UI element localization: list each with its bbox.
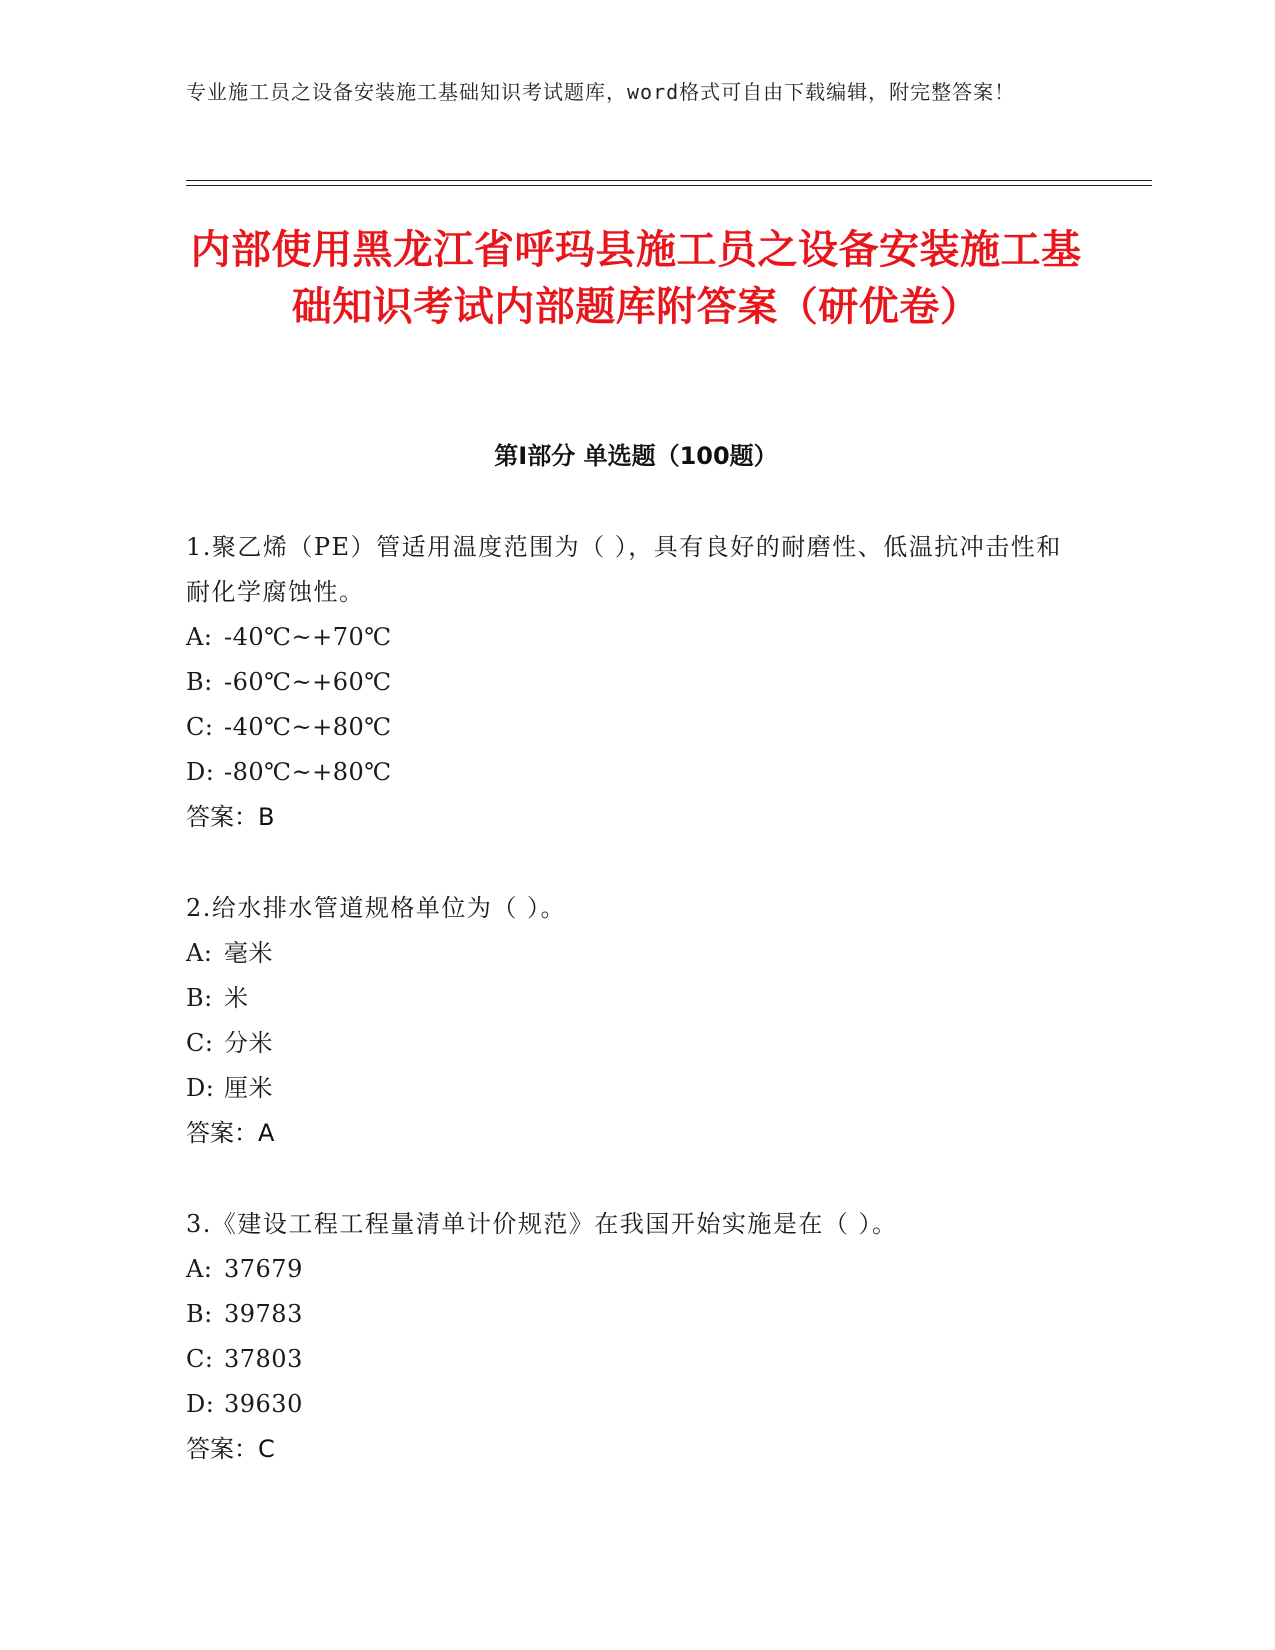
option-text: 分米 [224, 1029, 273, 1057]
option-key: B: [186, 1300, 213, 1328]
document-title: 内部使用黑龙江省呼玛县施工员之设备安装施工基础知识考试内部题库附答案（研优卷） [190, 227, 1082, 330]
question-2 [186, 886, 1086, 1156]
option-text: 厘米 [224, 1074, 273, 1102]
option-text: 39630 [224, 1390, 303, 1418]
option-d [186, 1382, 1086, 1427]
option-text: 39783 [224, 1300, 303, 1328]
option-text: 37803 [224, 1345, 303, 1373]
option-key: B: [186, 984, 213, 1012]
option-b [186, 1292, 1086, 1337]
option-b [186, 660, 1086, 705]
option-text: 毫米 [224, 939, 273, 967]
option-d [186, 1066, 1086, 1111]
option-key: B: [186, 668, 213, 696]
option-key: C: [186, 1345, 214, 1373]
question-list [186, 525, 1086, 1518]
question-text: 3.《建设工程工程量清单计价规范》在我国开始实施是在（ ）。 [186, 1210, 898, 1238]
option-key: D: [186, 1390, 215, 1418]
question-3 [186, 1202, 1086, 1472]
option-a [186, 1247, 1086, 1292]
option-text: -80℃~+80℃ [224, 758, 392, 786]
section-heading: 第Ⅰ部分 单选题（100题） [494, 442, 778, 470]
option-key: A: [186, 623, 213, 651]
option-a [186, 931, 1086, 976]
answer: 答案：A [186, 1119, 275, 1147]
question-text: 2.给水排水管道规格单位为（ ）。 [186, 894, 567, 922]
option-text: 37679 [224, 1255, 303, 1283]
question-1 [186, 525, 1086, 840]
question-text: 1.聚乙烯（PE）管适用温度范围为（ ），具有良好的耐磨性、低温抗冲击性和耐化学腐蚀性。 [186, 533, 1062, 606]
answer: 答案：C [186, 1435, 275, 1463]
option-key: D: [186, 758, 215, 786]
header-note: 专业施工员之设备安装施工基础知识考试题库，word格式可自由下载编辑，附完整答案！ [186, 80, 1016, 104]
option-a [186, 615, 1086, 660]
option-b [186, 976, 1086, 1021]
option-text: -60℃~+60℃ [224, 668, 392, 696]
option-text: -40℃~+70℃ [224, 623, 392, 651]
option-c [186, 1021, 1086, 1066]
option-text: 米 [224, 984, 249, 1012]
option-d [186, 750, 1086, 795]
option-key: D: [186, 1074, 215, 1102]
option-key: A: [186, 939, 213, 967]
option-c [186, 1337, 1086, 1382]
header-divider-bottom [186, 185, 1152, 186]
option-key: C: [186, 713, 214, 741]
answer: 答案：B [186, 803, 275, 831]
option-c [186, 705, 1086, 750]
option-key: A: [186, 1255, 213, 1283]
option-text: -40℃~+80℃ [224, 713, 392, 741]
option-key: C: [186, 1029, 214, 1057]
header-divider-top [186, 180, 1152, 181]
